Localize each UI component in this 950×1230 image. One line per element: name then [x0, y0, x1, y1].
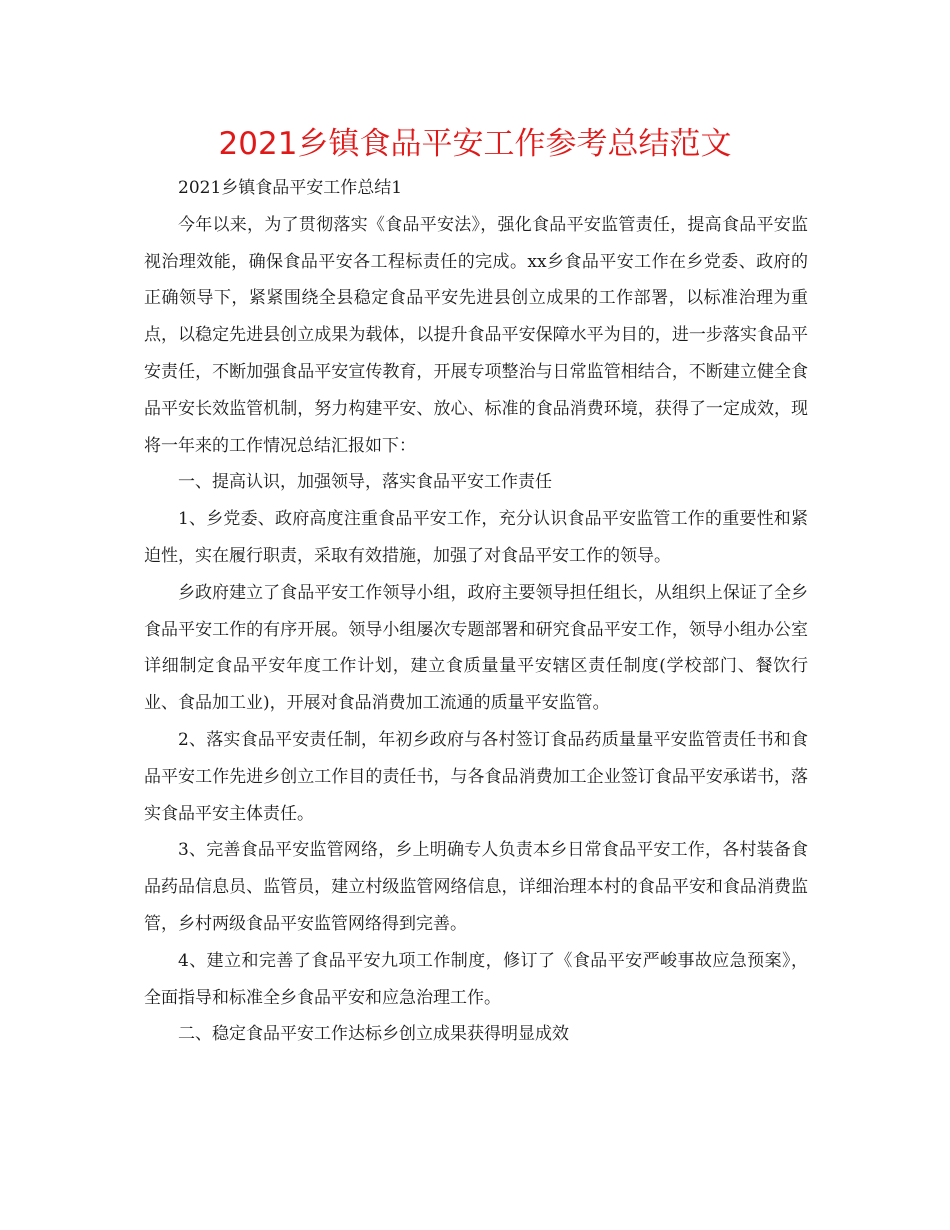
- section-heading: 一、提高认识，加强领导，落实食品平安工作责任: [178, 472, 552, 493]
- paragraph: 3、完善食品平安监管网络，乡上明确专人负责本乡日常食品平安工作，各村装备食品药品信息员、监管员，建立村级监管网络信息，详细治理本村的食品平安和食品消费监管，乡村两级食品平安监管网络得到完善。: [144, 840, 808, 934]
- paragraph: 1、乡党委、政府高度注重食品平安工作，充分认识食品平安监管工作的重要性和紧迫性，实在履行职责，采取有效措施，加强了对食品平安工作的领导。: [144, 509, 808, 566]
- section-heading: 2021乡镇食品平安工作总结1: [178, 178, 403, 198]
- document-title: 2021乡镇食品平安工作参考总结范文: [218, 126, 732, 162]
- paragraph: 乡政府建立了食品平安工作领导小组，政府主要领导担任组长，从组织上保证了全乡食品平安工作的有序开展。领导小组屡次专题部署和研究食品平安工作，领导小组办公室详细制定食品平安年度工作计划，建立食质量量平安辖区责任制度(学校部门、餐饮行业、食品加工业)，开展对食品消费加工流通的质量平安监管。: [144, 582, 808, 714]
- paragraph: 今年以来，为了贯彻落实《食品平安法》，强化食品平安监管责任，提高食品平安监视治理效能，确保食品平安各工程标责任的完成。xx乡食品平安工作在乡党委、政府的正确领导下，紧紧围绕全县稳定食品平安先进县创立成果的工作部署，以标准治理为重点，以稳定先进县创立成果为载体，以提升食品平安保障水平为目的，进一步落实食品平安责任，不断加强食品平安宣传教育，开展专项整治与日常监管相结合，不断建立健全食品平安长效监管机制，努力构建平安、放心、标准的食品消费环境，获得了一定成效，现将一年来的工作情况总结汇报如下：: [144, 214, 808, 456]
- document-body: [144, 170, 808, 1053]
- paragraph: 2、落实食品平安责任制，年初乡政府与各村签订食品药质量量平安监管责任书和食品平安工作先进乡创立工作目的责任书，与各食品消费加工企业签订食品平安承诺书，落实食品平安主体责任。: [144, 729, 808, 824]
- section-heading: 二、稳定食品平安工作达标乡创立成果获得明显成效: [178, 1024, 569, 1045]
- paragraph: 4、建立和完善了食品平安九项工作制度，修订了《食品平安严峻事故应急预案》，全面指导和标准全乡食品平安和应急治理工作。: [144, 950, 808, 1008]
